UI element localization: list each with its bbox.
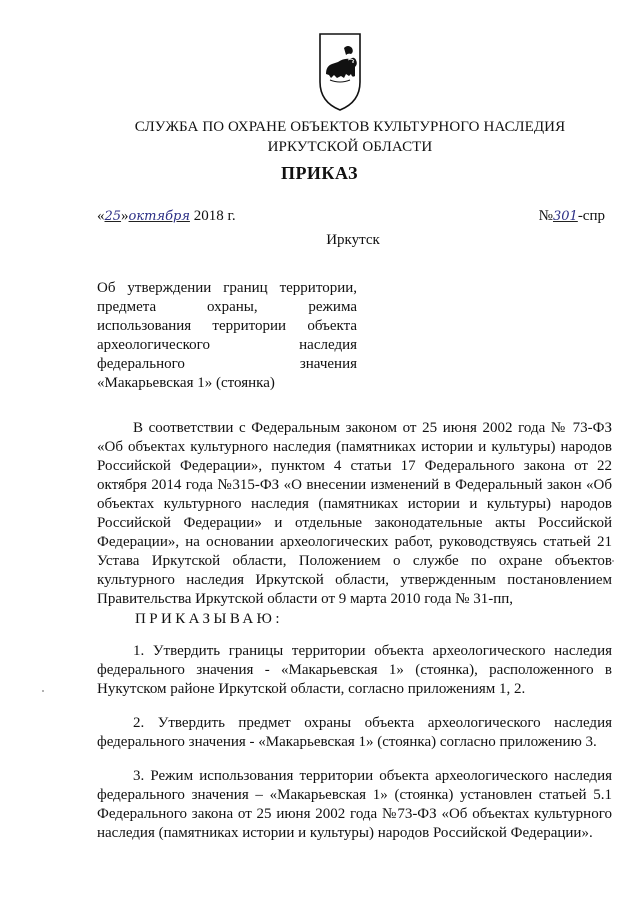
paragraph-line: наследия (памятниках истории и культуры) народов Российской Федерации».: [97, 825, 593, 841]
paragraph-line: Нукутском районе Иркутской области, согласно приложениям 1, 2.: [97, 681, 526, 697]
order-number: [539, 208, 605, 225]
order-item-1: [97, 642, 612, 699]
date-open-quote: «: [97, 208, 105, 224]
date-day-handwritten: 25: [104, 209, 122, 224]
subject-line: предмета охраны, режима: [97, 299, 357, 315]
agency-name: [60, 117, 639, 157]
paragraph-line: федерального значения - «Макарьевская 1» (стоянка) согласно приложению 3.: [97, 734, 597, 750]
paragraph-line: Правительства Иркутской области от 9 марта 2010 года № 31-пп,: [97, 591, 513, 607]
order-subject: [97, 279, 357, 393]
subject-line: «Макарьевская 1» (стоянка): [97, 375, 275, 391]
scan-speck: [42, 690, 44, 692]
paragraph-line: федерального значения - «Макарьевская 1» (стоянка), расположенного в: [97, 662, 612, 678]
date-year: 2018 г.: [189, 208, 236, 224]
paragraph-line: объектах культурного наследия (памятниках истории и культуры) народов: [97, 496, 612, 512]
paragraph-line: федерального значения – «Макарьевская 1» (стоянка) установлен статьей 5.1: [97, 787, 612, 803]
paragraph-line: «Об объектах культурного наследия (памятниках истории и культуры) народов: [97, 439, 612, 455]
document-type-title: ПРИКАЗ: [280, 163, 359, 183]
coat-of-arms-icon: [318, 32, 362, 112]
paragraph-line: культурного наследия Иркутской области, утвержденным постановлением: [97, 572, 612, 588]
paragraph-line: 2. Утвердить предмет охраны объекта археологического наследия: [133, 715, 612, 731]
paragraph-line: Федерации», на основании археологических работ, руководствуясь статьей 21: [97, 534, 612, 550]
agency-name-line-1: СЛУЖБА ПО ОХРАНЕ ОБЪЕКТОВ КУЛЬТУРНОГО НАСЛЕДИЯ: [134, 119, 566, 135]
subject-line: Об утверждении границ территории,: [97, 280, 357, 296]
city-name: Иркутск: [326, 232, 380, 248]
paragraph-line: В соответствии с Федеральным законом от 25 июня 2002 года № 73-ФЗ: [133, 420, 612, 436]
scan-speck: [612, 560, 614, 562]
number-handwritten: 301: [552, 209, 578, 224]
paragraph-line: 1. Утвердить границы территории объекта археологического наследия: [133, 643, 612, 659]
order-item-3: [97, 767, 612, 843]
date-month-handwritten: октября: [128, 209, 190, 224]
paragraph-line: 3. Режим использования территории объекта археологического наследия: [133, 768, 612, 784]
preamble-paragraph: [97, 419, 612, 609]
paragraph-line: Российской Федерации», пунктом 4 статьи 17 Федерального закона от 22: [97, 458, 612, 474]
order-item-2: [97, 714, 612, 752]
paragraph-line: октября 2014 года №315-ФЗ «О внесении изменений в Федеральный закон «Об: [97, 477, 612, 493]
agency-name-line-2: ИРКУТСКОЙ ОБЛАСТИ: [267, 139, 433, 155]
date-close-quote: »: [121, 208, 129, 224]
subject-line: федерального значения: [97, 356, 357, 372]
paragraph-line: Российской Федерации» и отдельные законодательные акты Российской: [97, 515, 612, 531]
paragraph-line: Федерального закона от 25 июня 2002 года №73-ФЗ «Об объектах культурного: [97, 806, 612, 822]
order-date: [97, 208, 236, 225]
number-prefix: №: [538, 208, 553, 224]
paragraph-line: Устава Иркутской области, Положением о службе по охране объектов: [97, 553, 612, 569]
subject-line: археологического наследия: [97, 337, 357, 353]
number-suffix: -спр: [577, 208, 605, 224]
subject-line: использования территории объекта: [97, 318, 357, 334]
orders-heading: ПРИКАЗЫВАЮ:: [135, 611, 283, 627]
